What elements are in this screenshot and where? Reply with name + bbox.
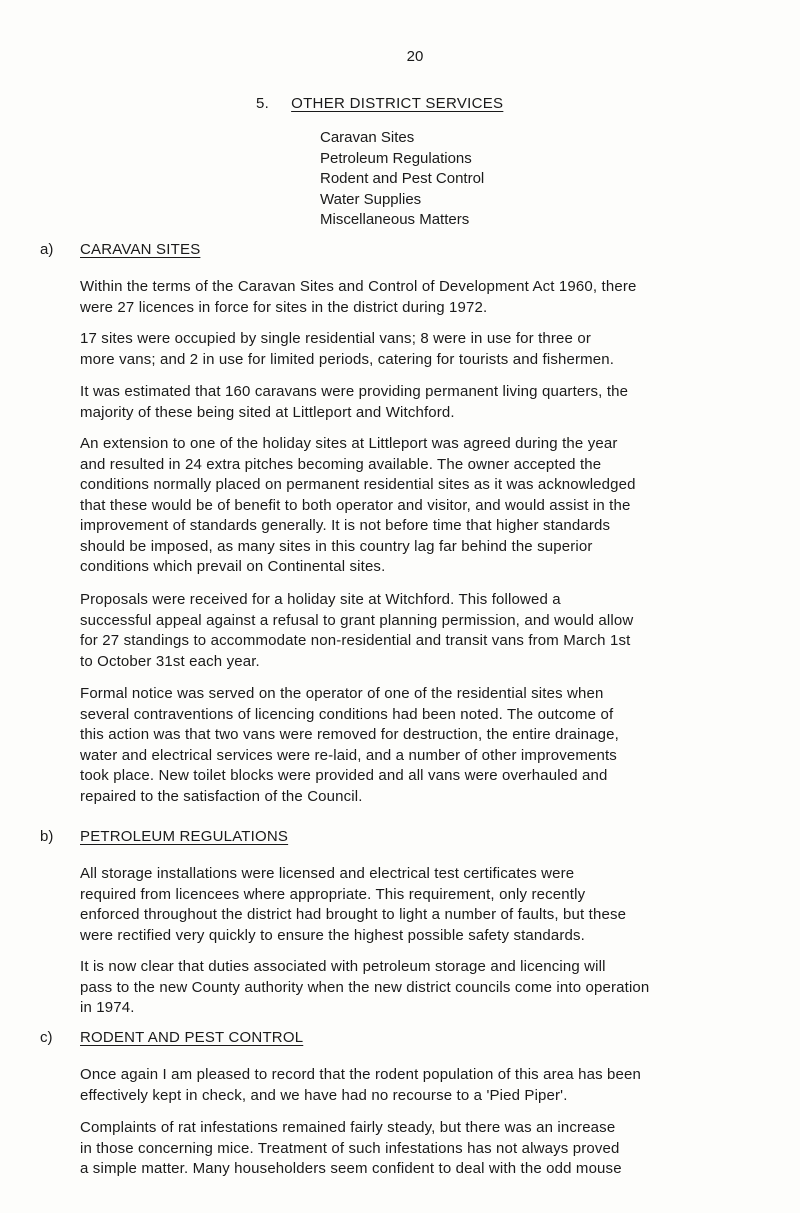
text-line: to October 31st each year.: [80, 652, 260, 670]
subsection-letter: c): [40, 1029, 53, 1046]
text-line: It is now clear that duties associated with petroleum storage and licencing will: [80, 958, 606, 975]
text-line: a simple matter. Many householders seem confident to deal with the odd mouse: [80, 1160, 622, 1177]
subsection-title: RODENT AND PEST CONTROL: [80, 1029, 304, 1046]
text-line: Formal notice was served on the operator of one of the residential sites when: [80, 685, 604, 702]
contents-item: Rodent and Pest Control: [320, 170, 485, 187]
text-line: this action was that two vans were removed for destruction, the entire drainage,: [80, 726, 619, 743]
text-line: in 1974.: [80, 999, 135, 1016]
paragraph: [80, 1065, 770, 1106]
text-line: were rectified very quickly to ensure the highest possible safety standards.: [80, 926, 585, 944]
paragraph: [80, 1118, 770, 1180]
text-line: required from licencees where appropriate. This requirement, only recently: [80, 885, 586, 903]
text-line: Complaints of rat infestations remained fairly steady, but there was an increase: [80, 1119, 616, 1136]
page-number: 20: [406, 48, 424, 65]
subsection-letter: a): [40, 241, 54, 258]
subsection-title: CARAVAN SITES: [80, 241, 201, 258]
text-line: conditions normally placed on permanent residential sites as it was acknowledged: [80, 476, 636, 493]
text-line: Once again I am pleased to record that the rodent population of this area has been: [80, 1066, 642, 1083]
contents-item: Petroleum Regulations: [320, 149, 472, 167]
paragraph: [80, 957, 770, 1019]
text-line: improvement of standards generally. It is not before time that higher standards: [80, 517, 611, 534]
section-heading: [256, 95, 503, 112]
paragraph: [80, 277, 770, 318]
text-line: successful appeal against a refusal to grant planning permission, and would allow: [80, 611, 634, 629]
text-line: effectively kept in check, and we have had no recourse to a 'Pied Piper'.: [80, 1086, 568, 1104]
text-line: enforced throughout the district had brought to light a number of faults, but these: [80, 906, 627, 923]
text-line: more vans; and 2 in use for limited periods, catering for tourists and fishermen.: [80, 350, 615, 368]
text-line: conditions which prevail on Continental sites.: [80, 558, 386, 575]
section-number: 5.: [256, 95, 270, 112]
text-line: repaired to the satisfaction of the Council.: [80, 787, 363, 805]
text-line: Within the terms of the Caravan Sites and Control of Development Act 1960, there: [80, 278, 637, 295]
paragraph: [80, 590, 770, 672]
contents-item: Miscellaneous Matters: [320, 211, 470, 228]
paragraph: [80, 329, 770, 370]
contents-item: Caravan Sites: [320, 129, 415, 146]
text-line: and resulted in 24 extra pitches becoming available. The owner accepted the: [80, 455, 602, 473]
text-line: took place. New toilet blocks were provided and all vans were overhauled and: [80, 767, 608, 784]
text-line: were 27 licences in force for sites in the district during 1972.: [80, 298, 488, 316]
paragraph: [80, 864, 770, 946]
text-line: All storage installations were licensed and electrical test certificates were: [80, 865, 575, 882]
subsection-title: PETROLEUM REGULATIONS: [80, 828, 289, 845]
text-line: 17 sites were occupied by single residential vans; 8 were in use for three or: [80, 330, 591, 347]
text-line: for 27 standings to accommodate non-residential and transit vans from March 1st: [80, 632, 631, 649]
text-line: several contraventions of licencing conditions had been noted. The outcome of: [80, 705, 614, 723]
text-line: Proposals were received for a holiday site at Witchford. This followed a: [80, 591, 561, 608]
text-line: that these would be of benefit to both operator and visitor, and would assist in the: [80, 496, 631, 514]
paragraph: [80, 684, 770, 807]
paragraph: [80, 434, 770, 578]
section-contents-list: [320, 128, 484, 231]
text-line: It was estimated that 160 caravans were providing permanent living quarters, the: [80, 383, 629, 400]
subsection-letter: b): [40, 828, 54, 845]
text-line: An extension to one of the holiday sites at Littleport was agreed during the year: [80, 435, 618, 452]
section-title: OTHER DISTRICT SERVICES: [291, 95, 504, 112]
text-line: in those concerning mice. Treatment of such infestations has not always proved: [80, 1139, 620, 1157]
text-line: water and electrical services were re-laid, and a number of other improvements: [80, 746, 617, 764]
text-line: should be imposed, as many sites in this country lag far behind the superior: [80, 537, 593, 555]
text-line: majority of these being sited at Littleport and Witchford.: [80, 403, 455, 421]
text-line: pass to the new County authority when the new district councils come into operation: [80, 978, 650, 996]
paragraph: [80, 382, 770, 423]
contents-item: Water Supplies: [320, 190, 422, 208]
